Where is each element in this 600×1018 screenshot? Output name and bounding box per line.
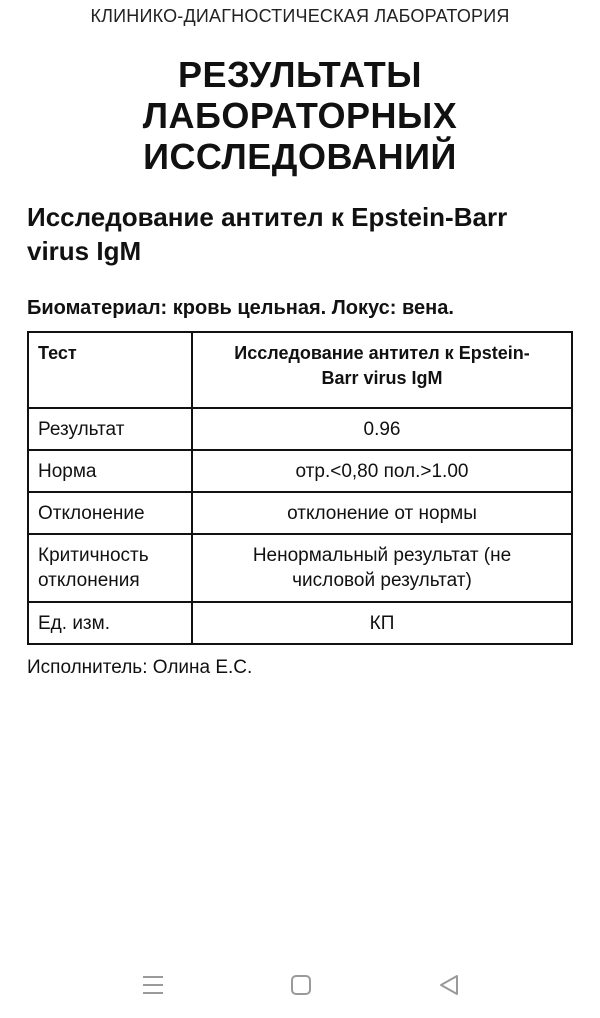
norm-value-cell [192,450,572,492]
norm-label-cell [28,450,192,492]
deviation-label: Отклонение [38,502,145,524]
deviation-value-cell [192,492,572,534]
system-navigation-bar [0,962,600,1006]
study-title-line-1: Исследование антител к Epstein-Barr [27,202,508,232]
header-test-name-line-1: Исследование антител к Epstein- [234,343,530,363]
page-title-line-3: ИССЛЕДОВАНИЙ [143,136,457,177]
criticality-value-line-2: числовой результат) [292,570,472,591]
unit-label-cell [28,602,192,644]
table-row-result [28,408,572,450]
header-test-name-line-2: Barr virus IgM [321,368,443,388]
page-title-line-1: РЕЗУЛЬТАТЫ [178,54,422,95]
header-test-name-cell [192,332,572,408]
menu-icon [141,973,165,997]
nav-back-button[interactable] [434,970,464,1000]
lab-name: КЛИНИКО-ДИАГНОСТИЧЕСКАЯ ЛАБОРАТОРИЯ [90,6,510,26]
result-value-cell [192,408,572,450]
header-test-label: Тест [38,343,77,363]
results-table [27,331,573,645]
table-row-deviation [28,492,572,534]
unit-value: КП [369,612,395,634]
table-row-criticality [28,534,572,602]
result-label: Результат [38,418,125,440]
home-icon [289,973,313,997]
table-row-norm [28,450,572,492]
criticality-value-line-1: Ненормальный результат (не [252,545,512,566]
criticality-value-cell [192,534,572,602]
nav-menu-button[interactable] [138,970,168,1000]
executor-info: Исполнитель: Олина Е.С. [27,657,253,678]
deviation-value: отклонение от нормы [287,502,477,524]
result-label-cell [28,408,192,450]
unit-label: Ед. изм. [38,612,110,634]
nav-home-button[interactable] [286,970,316,1000]
table-row-unit [28,602,572,644]
criticality-label-line-1: Критичность [38,545,149,566]
back-icon [437,973,461,997]
biomaterial-info: Биоматериал: кровь цельная. Локус: вена. [27,297,454,319]
deviation-label-cell [28,492,192,534]
norm-label: Норма [38,460,97,482]
unit-value-cell [192,602,572,644]
header-test-cell [28,332,192,408]
criticality-label-line-2: отклонения [38,570,140,591]
page-title-line-2: ЛАБОРАТОРНЫХ [142,95,458,136]
page-title [0,54,600,177]
table-header-row [28,332,572,408]
study-title [27,200,577,268]
norm-value: отр.<0,80 пол.>1.00 [295,460,469,482]
criticality-label-cell [28,534,192,602]
result-value: 0.96 [363,418,401,440]
study-title-line-2: virus IgM [27,236,142,266]
